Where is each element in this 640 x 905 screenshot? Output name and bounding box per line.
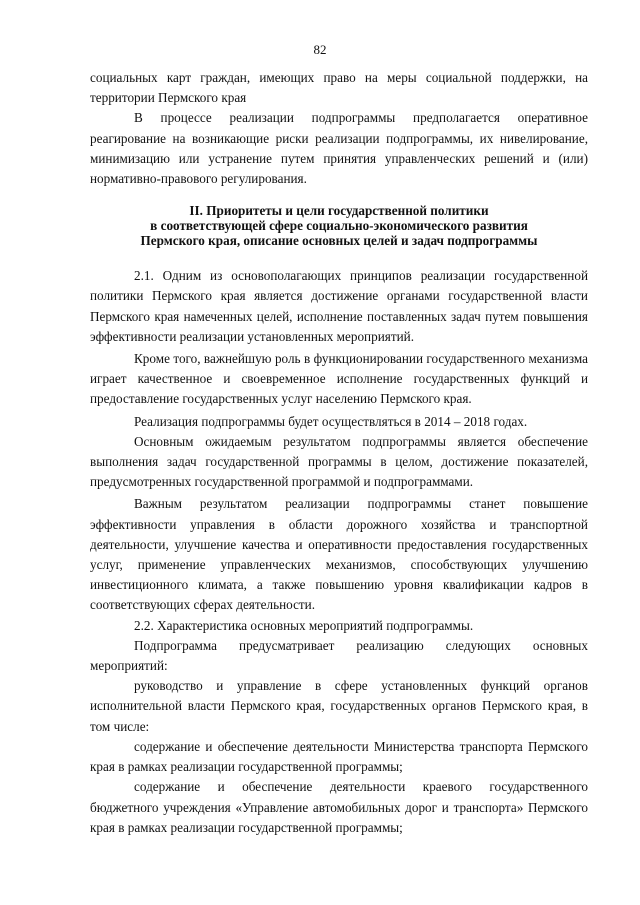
paragraph-management: руководство и управление в сфере установленных функций органов исполнительной власти Пермского края, государственных органов Пермского края, в том числе:: [90, 678, 588, 734]
page-number: 82: [313, 42, 327, 57]
section-heading-line-1: II. Приоритеты и цели государственной политики: [189, 203, 489, 219]
document-body: [90, 68, 588, 838]
paragraph-2-2: 2.2. Характеристика основных мероприятий подпрограммы.: [134, 617, 474, 633]
paragraph-2-1: 2.1. Одним из основополагающих принципов реализации государственной политики Пермского края является достижение органами государственной власти Пермского края намеченных целей, исполнение поставленных задач путем повышения эффективности реализации установленных мероприятий.: [90, 268, 588, 344]
intro-paragraph-continuation: социальных карт граждан, имеющих право на меры социальной поддержки, на территории Пермского края: [90, 70, 588, 106]
section-heading-line-3: Пермского края, описание основных целей и задач подпрограммы: [140, 233, 538, 249]
paragraph-expected-result: Основным ожидаемым результатом подпрограммы является обеспечение выполнения задач государственной программы в целом, достижение показателей, предусмотренных государственной программой и подпрограммами.: [90, 433, 588, 490]
intro-paragraph-risks: В процессе реализации подпрограммы предполагается оперативное реагирование на возникающие риски реализации подпрограммы, их нивелирование, минимизацию или устранение путем принятия управленческих решений и (или) нормативно-правового регулирования.: [90, 110, 588, 187]
paragraph-activities-intro: Подпрограмма предусматривает реализацию следующих основных мероприятий:: [90, 637, 588, 674]
section-heading: [90, 203, 588, 248]
paragraph-ministry: содержание и обеспечение деятельности Министерства транспорта Пермского края в рамках реализации государственной программы;: [90, 738, 588, 775]
paragraph-period: Реализация подпрограммы будет осуществляться в 2014 – 2018 годах.: [134, 413, 528, 429]
paragraph-key-role: Кроме того, важнейшую роль в функционировании государственного механизма играет качественное и своевременное исполнение государственных функций и предоставление государственных услуг населению Пермского края.: [90, 351, 588, 407]
paragraph-agency: содержание и обеспечение деятельности краевого государственного бюджетного учреждения «Управление автомобильных дорог и транспорта» Пермского края в рамках реализации государственной программы;: [90, 779, 588, 835]
section-heading-line-2: в соответствующей сфере социально-экономического развития: [150, 218, 528, 234]
paragraph-important-result: Важным результатом реализации подпрограммы станет повышение эффективности управления в области дорожного хозяйства и транспортной деятельности, улучшение качества и оперативности предоставления государственных услуг, применение управленческих механизмов, способствующих улучшению инвестиционного климата, а также повышению уровня квалификации кадров в соответствующих сферах деятельности.: [90, 496, 588, 613]
